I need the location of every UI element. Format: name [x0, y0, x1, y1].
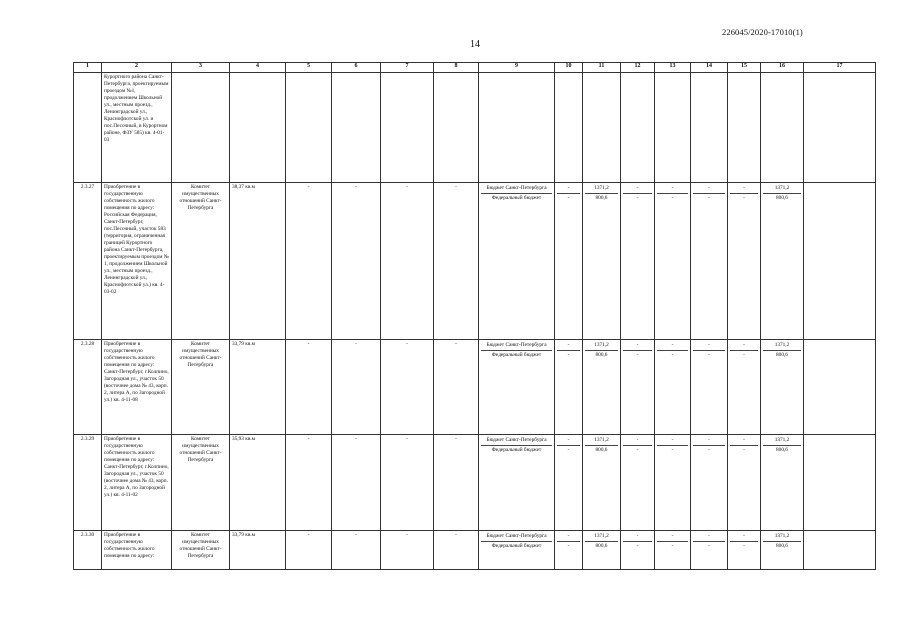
source-value: -	[557, 532, 580, 542]
source-value: -	[557, 341, 580, 351]
row-capacity: 35,93 кв.м	[230, 435, 286, 531]
source-value: -	[623, 532, 652, 542]
source-value: -	[693, 532, 725, 542]
row-executor: Комитет имущественных отношений Санкт-Петербурга	[172, 435, 230, 531]
row-cell: -	[286, 435, 332, 531]
funding-source	[479, 183, 555, 340]
source-value: -	[730, 341, 758, 351]
source-total: 800,6	[776, 194, 788, 201]
row-cell: -	[434, 531, 479, 570]
column-header: 2	[102, 63, 172, 73]
source-total: 1371,2	[763, 184, 801, 194]
row-cell: -	[381, 340, 434, 435]
source-value: 800,6	[595, 446, 608, 453]
source-value: -	[743, 446, 745, 453]
funding-source	[479, 340, 555, 435]
source-total: 1371,2	[763, 532, 801, 542]
source-name: Бюджет Санкт-Петербурга	[481, 532, 552, 542]
source-value: -	[708, 351, 710, 358]
column-header: 10	[555, 63, 583, 73]
source-value: 800,6	[595, 542, 608, 549]
row-number: 2.3.27	[74, 183, 102, 340]
source-value: -	[623, 341, 652, 351]
row-number	[74, 73, 102, 183]
source-value: 1371,2	[585, 436, 618, 446]
source-value: -	[567, 351, 570, 358]
source-value: -	[708, 446, 710, 453]
source-value: -	[671, 351, 674, 358]
source-value: 800,6	[595, 194, 608, 201]
source-value: 1371,2	[585, 341, 618, 351]
row-capacity: 33,79 кв.м	[230, 340, 286, 435]
row-cell: -	[332, 531, 381, 570]
source-name: Бюджет Санкт-Петербурга	[481, 341, 552, 351]
column-header: 14	[691, 63, 728, 73]
source-value: -	[636, 446, 639, 453]
table-row	[74, 435, 876, 531]
column-header: 15	[728, 63, 761, 73]
source-value: -	[708, 542, 710, 549]
source-value: -	[743, 194, 745, 201]
source-value: -	[657, 184, 688, 194]
source-value: -	[743, 351, 745, 358]
source-value: -	[730, 436, 758, 446]
row-cell: -	[332, 183, 381, 340]
table-row	[74, 73, 876, 183]
column-header: 3	[172, 63, 230, 73]
table-row	[74, 340, 876, 435]
source-value: -	[708, 194, 710, 201]
source-value: -	[657, 341, 688, 351]
row-description: Приобретение в государственную собственность жилого помещения по адресу: Российская Федерация, Санкт-Петербург, пос.Песочный, участок 583 (территория, ограниченная границей Курортного района Санкт-Петербурга, проектируемым проездом № 1, продолжением Школьной ул., местным проезд., Ленинградской ул., Краснофлотской ул.) кв. 4-03-02	[102, 183, 172, 340]
source-value: -	[636, 194, 639, 201]
funding-source	[479, 531, 555, 570]
column-header: 12	[621, 63, 655, 73]
page-number: 14	[470, 39, 480, 50]
source-value: 800,6	[595, 351, 608, 358]
row-cell: -	[381, 531, 434, 570]
row-cell: -	[381, 183, 434, 340]
row-cell: -	[434, 183, 479, 340]
row-cell: -	[434, 435, 479, 531]
source-total: 1371,2	[763, 341, 801, 351]
row-executor: Комитет имущественных отношений Санкт-Петербурга	[172, 531, 230, 570]
source-name: Бюджет Санкт-Петербурга	[481, 436, 552, 446]
source-value: -	[636, 351, 639, 358]
document-number: 226045/2020-17010(1)	[722, 27, 803, 37]
row-description: Курортного района Санкт-Петербурга, проектируемым проездом №1, продолжением Школьной ул., местным проезд., Ленинградской ул., Краснофлотской ул. и пос.Песочный, в Курортном районе, ФЗУ 585) кв. 4-01-03	[102, 73, 172, 183]
column-header: 9	[479, 63, 555, 73]
row-cell: -	[434, 340, 479, 435]
column-header: 4	[230, 63, 286, 73]
source-value: -	[671, 542, 674, 549]
source-value: -	[623, 184, 652, 194]
row-cell: -	[286, 531, 332, 570]
row-capacity: 33,79 кв.м	[230, 531, 286, 570]
source-value: -	[623, 436, 652, 446]
source-value: -	[671, 446, 674, 453]
source-name: Бюджет Санкт-Петербурга	[481, 184, 552, 194]
row-cell: -	[332, 340, 381, 435]
row-executor: Комитет имущественных отношений Санкт-Петербурга	[172, 183, 230, 340]
row-number: 2.3.28	[74, 340, 102, 435]
row-capacity: 38,37 кв.м	[230, 183, 286, 340]
funding-source	[479, 435, 555, 531]
column-header: 17	[804, 63, 876, 73]
column-header: 8	[434, 63, 479, 73]
source-total: 800,6	[776, 542, 788, 549]
source-value: 1371,2	[585, 532, 618, 542]
budget-table	[73, 62, 876, 570]
source-value: -	[743, 542, 745, 549]
row-description: Приобретение в государственную собственность жилого помещения по адресу: Санкт-Петербург, г.Колпино, Загородная ул., участок 50 (восточнее дома № 43, корп. 2, литера А, по Загородной ул.) кв. 4-11-02	[102, 435, 172, 531]
source-value: -	[693, 436, 725, 446]
source-value: -	[693, 184, 725, 194]
row-cell: -	[286, 340, 332, 435]
column-header: 1	[74, 63, 102, 73]
column-header: 11	[583, 63, 621, 73]
source-total: 800,6	[776, 351, 788, 358]
column-header: 7	[381, 63, 434, 73]
source-total: 1371,2	[763, 436, 801, 446]
source-value: -	[557, 184, 580, 194]
source-total: 800,6	[776, 446, 788, 453]
table-row	[74, 183, 876, 340]
source-value: -	[730, 184, 758, 194]
column-header: 6	[332, 63, 381, 73]
source-value: -	[693, 341, 725, 351]
table-header	[74, 63, 876, 73]
source-name: Федеральный бюджет	[491, 542, 542, 549]
row-cell: -	[286, 183, 332, 340]
column-header: 5	[286, 63, 332, 73]
row-cell: -	[332, 435, 381, 531]
column-header: 16	[761, 63, 804, 73]
source-value: -	[557, 436, 580, 446]
source-value: -	[636, 542, 639, 549]
source-value: -	[671, 194, 674, 201]
source-value: -	[657, 436, 688, 446]
row-cell: -	[381, 435, 434, 531]
source-name: Федеральный бюджет	[491, 194, 542, 201]
source-name: Федеральный бюджет	[491, 351, 542, 358]
source-name: Федеральный бюджет	[491, 446, 542, 453]
row-description: Приобретение в государственную собственность жилого помещения по адресу: Санкт-Петербург, г.Колпино, Загородная ул., участок 50 (восточнее дома № 43, корп. 2, литера А, по Загородной ул.) кв. 4-11-08	[102, 340, 172, 435]
source-value: -	[567, 542, 570, 549]
row-executor: Комитет имущественных отношений Санкт-Петербурга	[172, 340, 230, 435]
table-row	[74, 531, 876, 570]
row-description: Приобретение в государственную собственность жилого помещения по адресу:	[102, 531, 172, 570]
row-number: 2.3.29	[74, 435, 102, 531]
row-number: 2.3.30	[74, 531, 102, 570]
source-value: 1371,2	[585, 184, 618, 194]
source-value: -	[567, 446, 570, 453]
source-value: -	[730, 532, 758, 542]
column-header: 13	[655, 63, 691, 73]
source-value: -	[567, 194, 570, 201]
source-value: -	[657, 532, 688, 542]
